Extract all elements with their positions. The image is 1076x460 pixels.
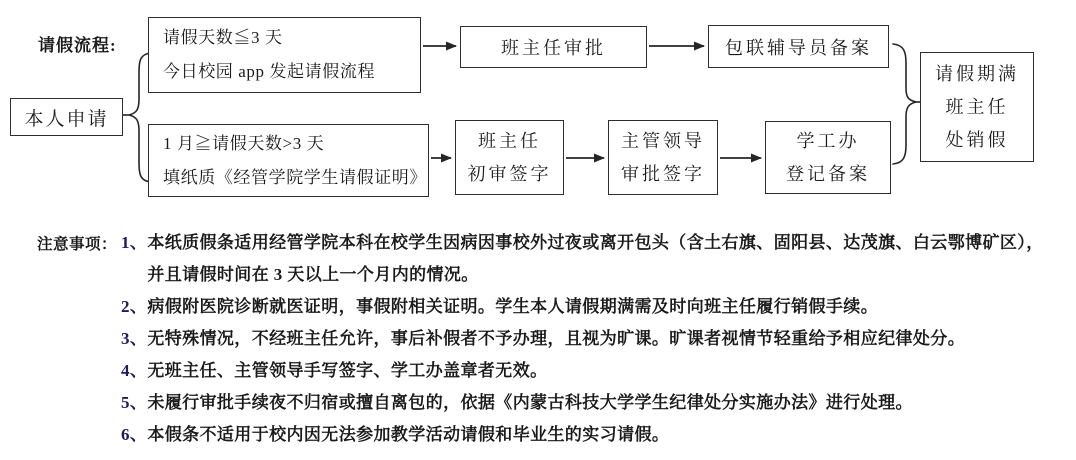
flow-box-line: 1 月≧请假天数>3 天	[163, 133, 325, 153]
flow-box-label: 包联辅导员备案	[725, 37, 872, 58]
note-line: 病假附医院诊断就医证明，事假附相关证明。学生本人请假期满需及时向班主任履行销假手续。	[147, 297, 879, 316]
flow-box-line: 班主任	[478, 130, 541, 151]
note-number: 1、	[121, 233, 148, 252]
flow-box-self-application	[10, 98, 123, 136]
flow-box-line: 主管领导	[621, 130, 705, 151]
flow-box-line: 请假期满	[935, 63, 1019, 84]
flow-box-line: 审批签字	[621, 163, 705, 184]
flow-box-line: 初审签字	[467, 163, 552, 184]
note-item-4	[121, 355, 1071, 387]
flow-box-line: 学工办	[796, 130, 860, 151]
flow-box-line: 处销假	[945, 129, 1009, 150]
notes-list	[121, 227, 1071, 451]
note-text	[147, 355, 1071, 387]
flow-box-line: 请假天数≦3 天	[163, 28, 283, 47]
note-number: 5、	[121, 393, 148, 412]
flow-box-counselor-record	[708, 25, 889, 68]
note-text	[147, 419, 1071, 451]
note-text	[147, 387, 1071, 419]
right-brace	[893, 44, 916, 164]
note-number: 6、	[121, 425, 148, 444]
flow-box-studentaffairs-record	[765, 121, 891, 194]
flow-box-cancel-leave-on-expiry	[920, 52, 1034, 162]
flow-box-line: 班主任	[945, 96, 1009, 117]
flowchart-title: 请假流程:	[38, 36, 117, 55]
flow-box-headteacher-initial-sign	[455, 120, 564, 195]
note-text	[147, 291, 1071, 323]
flow-box-headteacher-approval	[460, 26, 647, 68]
note-item-3	[121, 323, 1071, 355]
note-item-1	[121, 227, 1071, 291]
note-line: 未履行审批手续夜不归宿或擅自离包的，依据《内蒙古科技大学学生纪律处分实施办法》进行处理。	[147, 393, 913, 412]
flow-box-line: 登记备案	[786, 163, 870, 184]
note-item-5	[121, 387, 1071, 419]
notes-title: 注意事项：	[37, 236, 118, 253]
note-line: 无班主任、主管领导手写签字、学工办盖章者无效。	[147, 361, 548, 380]
note-text	[147, 227, 1071, 291]
flow-box-short-leave	[148, 17, 421, 93]
flow-box-line: 今日校园 app 发起请假流程	[163, 62, 376, 81]
note-line: 并且请假时间在 3 天以上一个月内的情况。	[147, 265, 479, 284]
note-text	[147, 323, 1071, 355]
note-number: 2、	[121, 297, 148, 316]
flow-box-leader-approval-sign	[608, 120, 718, 195]
note-item-2	[121, 291, 1071, 323]
note-line: 本纸质假条适用经管学院本科在校学生因病因事校外过夜或离开包头（含土右旗、固阳县、达茂旗、白云鄂博矿区），	[147, 233, 1044, 252]
flow-box-label: 班主任审批	[501, 38, 606, 58]
note-number: 3、	[121, 329, 148, 348]
note-line: 无特殊情况，不经班主任允许，事后补假者不予办理，且视为旷课。旷课者视情节轻重给予相应纪律处分。	[147, 329, 966, 348]
note-number: 4、	[121, 361, 148, 380]
flow-box-label: 本人申请	[24, 108, 109, 130]
note-line: 本假条不适用于校内因无法参加教学活动请假和毕业生的实习请假。	[147, 425, 670, 444]
flow-box-long-leave	[148, 124, 429, 197]
note-item-6	[121, 419, 1071, 451]
flow-box-line: 填纸质《经管学院学生请假证明》	[163, 167, 427, 187]
